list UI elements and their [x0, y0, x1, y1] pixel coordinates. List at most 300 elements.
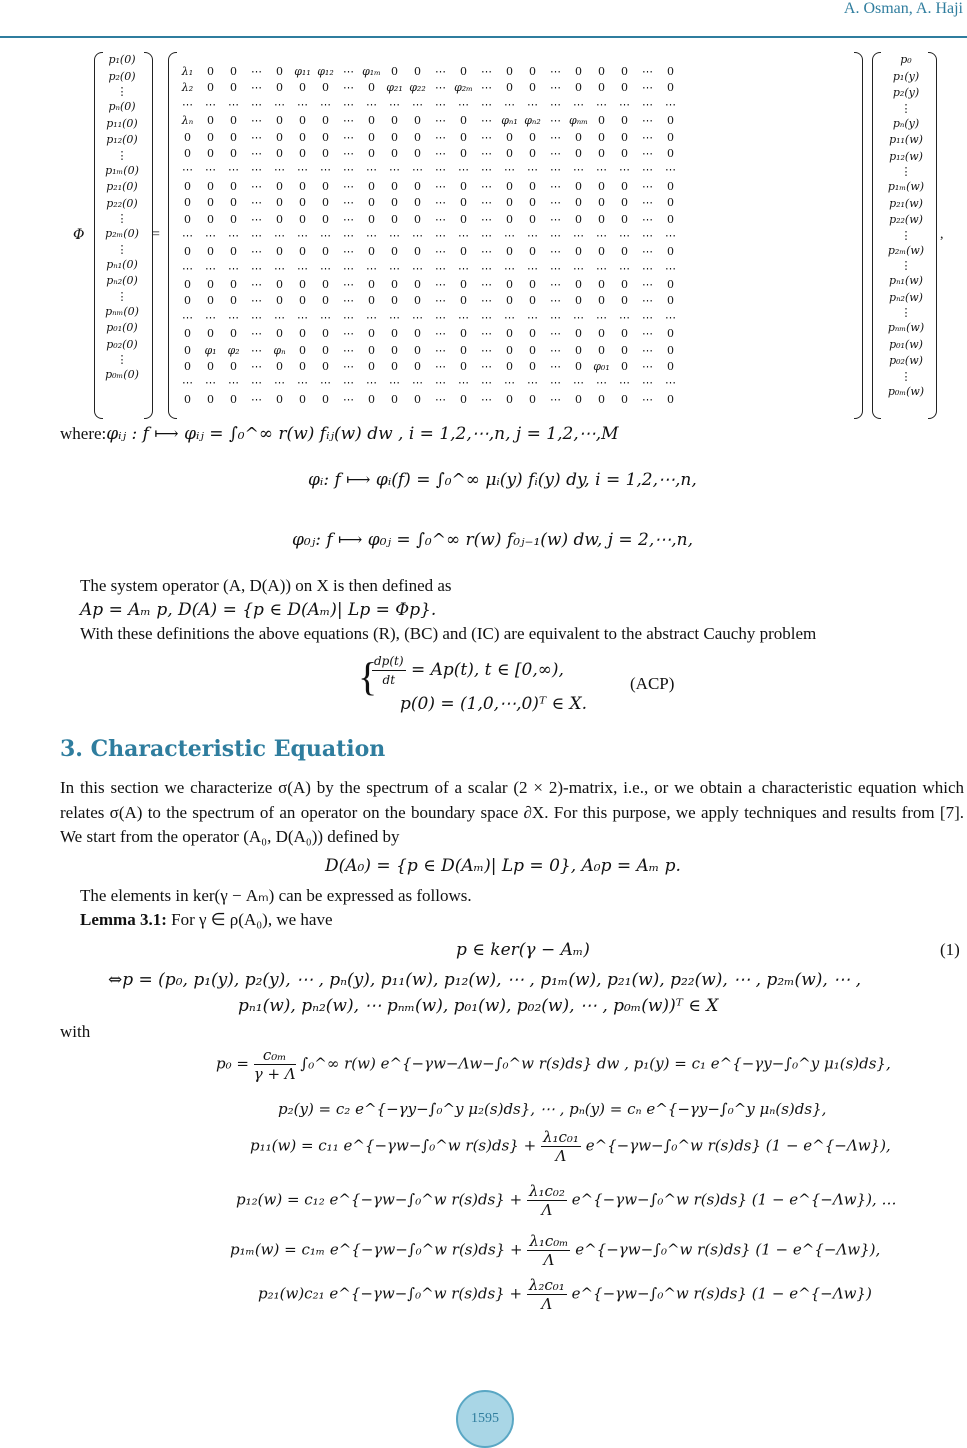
p0-den: γ + Λ [253, 1065, 296, 1083]
matrix-cell: 0 [322, 278, 329, 292]
matrix-cell: ⋯ [527, 228, 538, 242]
system-operator-line: The system operator (A, D(A)) on X is then defined as [80, 576, 452, 595]
left-vector-entry: ⋮ [116, 242, 128, 256]
right-vector-entry: p₀₁(w) [889, 337, 923, 351]
matrix-cell: ⋯ [550, 245, 561, 259]
matrix-cell: 0 [598, 392, 605, 406]
matrix-row [176, 392, 866, 408]
matrix-cell: ⋯ [642, 327, 653, 341]
matrix-cell: 0 [598, 278, 605, 292]
matrix-cell: ⋯ [550, 196, 561, 210]
matrix-cell: 0 [575, 81, 582, 95]
matrix-cell: ⋯ [297, 261, 308, 275]
matrix-cell: ⋯ [435, 278, 446, 292]
right-vector-entry: pₙ₁(w) [889, 274, 923, 287]
matrix-cell: ⋯ [412, 261, 423, 275]
left-vector-entry: p₂₁(0) [106, 180, 138, 193]
matrix-cell: 0 [276, 392, 283, 406]
matrix-cell: ⋯ [642, 310, 653, 324]
matrix-cell: 0 [506, 130, 513, 144]
matrix-cell: ⋯ [596, 261, 607, 275]
matrix-cell: 0 [207, 114, 214, 128]
left-vector-entry: p₂(0) [108, 69, 136, 83]
matrix-cell: 0 [391, 360, 398, 374]
matrix-cell: ⋯ [665, 310, 676, 324]
matrix-cell: ⋯ [596, 310, 607, 324]
matrix-cell: ⋯ [343, 65, 354, 78]
matrix-cell: 0 [667, 294, 674, 308]
page-number: 1595 [456, 1390, 514, 1448]
matrix-cell: 0 [460, 360, 467, 374]
matrix-cell: 0 [184, 146, 191, 160]
matrix-cell: 0 [207, 179, 214, 193]
matrix-cell: ⋯ [251, 228, 262, 242]
matrix-cell: 0 [230, 114, 237, 128]
matrix-cell: 0 [621, 114, 628, 128]
matrix-cell: ⋯ [481, 130, 492, 144]
matrix-cell: ⋯ [619, 97, 630, 111]
p12-lhs: p₁₂(w) = c₁₂ e^{−γw−∫₀^w r(s)ds} + [236, 1190, 523, 1209]
matrix-cell: ⋯ [619, 310, 630, 324]
left-vector-entry: ⋮ [116, 212, 128, 225]
p12-equation [236, 1182, 896, 1219]
matrix-cell: φ₁₁ [294, 65, 311, 78]
iff-line-2: pₙ₁(w), pₙ₂(w), ⋯ pₙₘ(w), p₀₁(w), p₀₂(w), ⋯ , p₀ₘ(w))ᵀ ∈ X [238, 996, 719, 1016]
matrix-cell: 0 [184, 343, 191, 357]
matrix-cell: ⋯ [435, 196, 446, 210]
matrix-cell: ⋯ [481, 327, 492, 341]
matrix-cell: 0 [414, 212, 421, 226]
matrix-cell: 0 [667, 392, 674, 406]
right-vector-entry: p₂(y) [892, 86, 920, 99]
matrix-cell: 0 [230, 278, 237, 292]
matrix-cell: 0 [276, 327, 283, 341]
matrix-cell: 0 [230, 146, 237, 160]
matrix-cell: 0 [575, 130, 582, 144]
matrix-row [176, 326, 866, 342]
matrix-cell: 0 [230, 360, 237, 374]
matrix-cell: 0 [230, 130, 237, 144]
matrix-cell: ⋯ [642, 392, 653, 406]
matrix-cell: 0 [230, 212, 237, 226]
matrix-cell: 0 [529, 212, 536, 226]
matrix-cell: ⋯ [343, 228, 354, 242]
matrix-cell: 0 [184, 294, 191, 308]
matrix-cell: 0 [460, 179, 467, 193]
matrix-cell: 0 [598, 65, 605, 78]
matrix-cell: 0 [575, 146, 582, 160]
matrix-cell: ⋯ [642, 278, 653, 292]
matrix-cell: ⋯ [481, 228, 492, 242]
matrix-cell: ⋯ [274, 261, 285, 275]
matrix-cell: ⋯ [550, 65, 561, 78]
matrix-cell: 0 [506, 278, 513, 292]
matrix-cell: ⋯ [435, 163, 446, 177]
matrix-cell: 0 [299, 146, 306, 160]
matrix-cell: ⋯ [596, 228, 607, 242]
matrix-cell: 0 [529, 392, 536, 406]
p0-num: c₀ₘ [254, 1046, 296, 1065]
matrix-cell: ⋯ [573, 376, 584, 390]
equation-1-tag: (1) [940, 940, 960, 959]
matrix-cell: ⋯ [481, 261, 492, 275]
matrix-cell: 0 [299, 343, 306, 357]
matrix-cell: ⋯ [527, 310, 538, 324]
matrix-row [176, 97, 866, 113]
matrix-cell: 0 [322, 294, 329, 308]
matrix-cell: ⋯ [320, 97, 331, 111]
matrix-cell: ⋯ [251, 163, 262, 177]
matrix-cell: 0 [667, 212, 674, 226]
matrix-cell: 0 [391, 278, 398, 292]
matrix-cell: 0 [207, 245, 214, 259]
matrix-cell: ⋯ [435, 81, 446, 95]
matrix-row [176, 293, 866, 309]
matrix-cell: 0 [506, 81, 513, 95]
matrix-cell: 0 [506, 360, 513, 374]
matrix-cell: 0 [414, 146, 421, 160]
matrix-row [176, 261, 866, 277]
matrix-cell: ⋯ [320, 310, 331, 324]
matrix-cell: φ₂₁ [386, 81, 403, 95]
matrix-row [176, 343, 866, 359]
matrix-cell: ⋯ [205, 261, 216, 275]
matrix-cell: 0 [506, 65, 513, 78]
matrix-cell: ⋯ [665, 228, 676, 242]
matrix-cell: ⋯ [205, 97, 216, 111]
matrix-cell: 0 [598, 81, 605, 95]
matrix-cell: ⋯ [504, 228, 515, 242]
matrix-cell: 0 [276, 245, 283, 259]
matrix-cell: ⋯ [366, 163, 377, 177]
matrix-cell: 0 [529, 179, 536, 193]
p0-rhs: ∫₀^∞ r(w) e^{−γw−Λw−∫₀^w r(s)ds} dw , p₁(y) = c₁ e^{−γy−∫₀^y μ₁(s)ds}, [300, 1054, 891, 1073]
matrix-cell: ⋯ [251, 212, 262, 226]
matrix-cell: ⋯ [412, 376, 423, 390]
matrix-cell: 0 [667, 81, 674, 95]
matrix-cell: 0 [276, 114, 283, 128]
matrix-row [176, 146, 866, 162]
right-vector-entry: p₂ₘ(w) [887, 243, 925, 257]
matrix-cell: 0 [184, 179, 191, 193]
matrix-cell: ⋯ [573, 97, 584, 111]
matrix-cell: ⋯ [366, 310, 377, 324]
matrix-cell: ⋯ [642, 360, 653, 374]
matrix-cell: φₙₘ [569, 114, 588, 128]
matrix-cell: ⋯ [228, 376, 239, 390]
matrix-cell: ⋯ [251, 130, 262, 144]
left-vector-entry: ⋮ [116, 148, 128, 162]
matrix-cell: ⋯ [619, 376, 630, 390]
matrix-cell: 0 [391, 343, 398, 357]
matrix-cell: 0 [621, 360, 628, 374]
matrix-cell: ⋯ [481, 278, 492, 292]
matrix-cell: ⋯ [550, 130, 561, 144]
matrix-cell: 0 [414, 343, 421, 357]
matrix-cell: ⋯ [527, 163, 538, 177]
matrix-cell: 0 [667, 360, 674, 374]
matrix-cell: ⋯ [343, 360, 354, 374]
matrix-cell: 0 [460, 392, 467, 406]
matrix-cell: ⋯ [642, 376, 653, 390]
matrix-cell: ⋯ [458, 228, 469, 242]
matrix-cell: 0 [207, 392, 214, 406]
matrix-cell: ⋯ [504, 97, 515, 111]
p21-den: Λ [541, 1295, 553, 1313]
p21-lhs: p₂₁(w)c₂₁ e^{−γw−∫₀^w r(s)ds} + [258, 1284, 523, 1303]
right-paren-r [928, 52, 937, 419]
matrix-cell: ⋯ [412, 97, 423, 111]
matrix-cell: 0 [299, 130, 306, 144]
matrix-cell: 0 [506, 212, 513, 226]
matrix-cell: ⋯ [596, 376, 607, 390]
matrix-cell: 0 [207, 360, 214, 374]
matrix-cell: ⋯ [251, 97, 262, 111]
matrix-cell: ⋯ [642, 114, 653, 128]
phi-i-def: φᵢ: f ⟼ φᵢ(f) = ∫₀^∞ μᵢ(y) fᵢ(y) dy, i = 1,2,⋯,n, [308, 470, 697, 490]
matrix-cell: ⋯ [504, 310, 515, 324]
p21-num: λ₂c₀₁ [528, 1276, 565, 1294]
matrix-cell: ⋯ [228, 261, 239, 275]
matrix-cell: ⋯ [435, 146, 446, 160]
matrix-cell: ⋯ [504, 261, 515, 275]
matrix-cell: 0 [598, 130, 605, 144]
matrix-cell: ⋯ [297, 228, 308, 242]
matrix-cell: ⋯ [251, 196, 262, 210]
matrix-cell: ⋯ [389, 163, 400, 177]
matrix-cell: ⋯ [481, 97, 492, 111]
phi-label: Φ [73, 227, 85, 243]
matrix-cell: φ₁₂ [317, 65, 334, 78]
matrix-cell: ⋯ [642, 163, 653, 177]
matrix-cell: 0 [391, 294, 398, 308]
matrix-cell: 0 [460, 278, 467, 292]
matrix-cell: ⋯ [389, 228, 400, 242]
matrix-cell: ⋯ [297, 310, 308, 324]
matrix-cell: 0 [184, 278, 191, 292]
matrix-cell: ⋯ [642, 65, 653, 78]
matrix-cell: ⋯ [343, 310, 354, 324]
p1m-lhs: p₁ₘ(w) = c₁ₘ e^{−γw−∫₀^w r(s)ds} + [230, 1240, 523, 1259]
matrix-cell: 0 [207, 294, 214, 308]
matrix-cell: 0 [391, 65, 398, 78]
matrix-cell: 0 [184, 196, 191, 210]
matrix-cell: ⋯ [343, 392, 354, 406]
matrix-cell: 0 [207, 212, 214, 226]
p1m-rhs: e^{−γw−∫₀^w r(s)ds} (1 − e^{−Λw}), [575, 1240, 881, 1259]
matrix-cell: 0 [322, 212, 329, 226]
p1m-num: λ₁c₀ₘ [529, 1232, 569, 1250]
where-line [60, 424, 619, 444]
matrix-cell: 0 [299, 245, 306, 259]
matrix-cell: ⋯ [389, 376, 400, 390]
matrix-cell: 0 [207, 146, 214, 160]
matrix-cell: ⋯ [550, 360, 561, 374]
left-vector-entry: pₙ₂(0) [106, 274, 138, 287]
matrix-cell: 0 [299, 392, 306, 406]
right-vector-entry: p₁(y) [892, 69, 920, 83]
matrix-cell: 0 [575, 179, 582, 193]
matrix-cell: ⋯ [550, 294, 561, 308]
matrix-cell: ⋯ [550, 179, 561, 193]
matrix-cell: 0 [667, 114, 674, 128]
matrix-cell: ⋯ [182, 97, 193, 111]
intro-paragraph: In this section we characterize σ(A) by the spectrum of a scalar (2 × 2)-matrix, i.e., or we obtain a characteristic equation which relates σ(A) to the spectrum of an operator on the boundary space ∂X. For this purpose, we apply techniques and results from [7]. We start from the operator (A₀, D(A₀)) defined by [60, 778, 964, 846]
matrix-cell: ⋯ [205, 310, 216, 324]
matrix-cell: 0 [575, 65, 582, 78]
matrix-cell: ⋯ [435, 114, 446, 128]
matrix-cell: ⋯ [550, 228, 561, 242]
matrix-cell: 0 [322, 114, 329, 128]
matrix-cell: 0 [276, 360, 283, 374]
matrix-cell: 0 [621, 179, 628, 193]
equation-1: p ∈ ker(γ − Aₘ) [456, 940, 590, 960]
matrix-cell: 0 [184, 327, 191, 341]
matrix-cell: φ₁ [204, 343, 217, 357]
matrix-cell: 0 [460, 294, 467, 308]
left-vector-entry: p₁(0) [108, 53, 136, 66]
matrix-cell: ⋯ [251, 343, 262, 357]
matrix-cell: ⋯ [435, 212, 446, 226]
matrix-cell: 0 [598, 114, 605, 128]
p1m-equation [230, 1232, 880, 1269]
matrix-cell: ⋯ [642, 212, 653, 226]
right-vector-entry: p₂₂(w) [889, 213, 923, 226]
matrix-cell: 0 [414, 392, 421, 406]
matrix-cell: ⋯ [251, 278, 262, 292]
matrix-cell: 0 [276, 278, 283, 292]
right-vector-entry: pₙₘ(w) [887, 321, 925, 334]
matrix-cell: 0 [391, 179, 398, 193]
matrix-cell: ⋯ [435, 261, 446, 275]
matrix-cell: 0 [207, 81, 214, 95]
matrix-cell: 0 [575, 343, 582, 357]
matrix-cell: ⋯ [251, 360, 262, 374]
matrix-cell: 0 [322, 392, 329, 406]
acp-tag: (ACP) [630, 674, 675, 693]
matrix-cell: ⋯ [412, 228, 423, 242]
matrix-cell: 0 [322, 81, 329, 95]
matrix-cell: ⋯ [251, 392, 262, 406]
matrix-row [176, 179, 866, 195]
matrix-cell: ⋯ [481, 212, 492, 226]
p11-equation [250, 1128, 891, 1165]
matrix-cell: 0 [598, 327, 605, 341]
matrix-cell: 0 [667, 327, 674, 341]
matrix-cell: 0 [621, 65, 628, 78]
matrix-cell: 0 [391, 146, 398, 160]
matrix-cell: 0 [276, 65, 283, 78]
matrix-cell: 0 [667, 179, 674, 193]
left-vector-entry: ⋮ [116, 353, 128, 366]
matrix-cell: ⋯ [435, 228, 446, 242]
matrix-cell: 0 [506, 245, 513, 259]
matrix-cell: 0 [368, 327, 375, 341]
matrix-cell: 0 [506, 179, 513, 193]
matrix-cell: 0 [391, 130, 398, 144]
p11-num: λ₁c₀₁ [542, 1128, 579, 1146]
right-vector-entry: p₀₂(w) [889, 354, 923, 367]
matrix-cell: ⋯ [504, 163, 515, 177]
matrix-cell: 0 [368, 278, 375, 292]
matrix-cell: ⋯ [481, 179, 492, 193]
matrix-cell: ⋯ [320, 376, 331, 390]
matrix-cell: 0 [207, 65, 214, 78]
acp-fraction-num: dp(t) [372, 652, 406, 671]
matrix-cell: 0 [460, 245, 467, 259]
matrix-cell: λₙ [181, 114, 194, 128]
matrix-cell: 0 [322, 343, 329, 357]
matrix-cell: 0 [322, 360, 329, 374]
matrix-cell: 0 [598, 245, 605, 259]
left-vector-entry: pₙ₁(0) [106, 257, 138, 271]
matrix-cell: 0 [368, 146, 375, 160]
matrix-cell: 0 [368, 360, 375, 374]
matrix-row [176, 359, 866, 375]
matrix-cell: 0 [460, 65, 467, 78]
matrix-cell: 0 [529, 278, 536, 292]
matrix-cell: ⋯ [596, 97, 607, 111]
matrix-cell: 0 [575, 278, 582, 292]
p12-den: Λ [541, 1201, 553, 1219]
matrix-cell: 0 [368, 212, 375, 226]
matrix-cell: ⋯ [481, 392, 492, 406]
right-vector-entry: pₙ(y) [892, 116, 920, 130]
matrix-cell: ⋯ [481, 114, 492, 128]
matrix-cell: ⋯ [343, 294, 354, 308]
matrix-cell: 0 [460, 146, 467, 160]
matrix-cell: 0 [322, 179, 329, 193]
matrix-cell: ⋯ [435, 310, 446, 324]
matrix-cell: ⋯ [182, 261, 193, 275]
matrix-cell: ⋯ [435, 343, 446, 357]
matrix-cell: 0 [322, 146, 329, 160]
matrix-cell: 0 [184, 392, 191, 406]
matrix-cell: ⋯ [642, 343, 653, 357]
matrix-cell: ⋯ [642, 228, 653, 242]
matrix-cell: φ₀₁ [593, 360, 610, 374]
matrix-cell: ⋯ [343, 278, 354, 292]
matrix-cell: ⋯ [642, 179, 653, 193]
matrix-cell: ⋯ [205, 228, 216, 242]
matrix-cell: ⋯ [527, 261, 538, 275]
matrix-cell: ⋯ [182, 228, 193, 242]
matrix-cell: 0 [506, 327, 513, 341]
matrix-cell: 0 [506, 196, 513, 210]
matrix-cell: 0 [368, 294, 375, 308]
matrix-cell: ⋯ [665, 261, 676, 275]
matrix-cell: ⋯ [435, 245, 446, 259]
matrix-cell: φ₁ₘ [362, 65, 381, 78]
matrix-cell: ⋯ [251, 114, 262, 128]
matrix-cell: ⋯ [320, 163, 331, 177]
matrix-cell: 0 [529, 146, 536, 160]
matrix-cell: ⋯ [251, 261, 262, 275]
matrix-cell: 0 [460, 196, 467, 210]
coefficient-matrix [176, 64, 866, 409]
matrix-cell: ⋯ [343, 163, 354, 177]
left-vector-entry: ⋮ [116, 85, 128, 98]
matrix-cell: ⋯ [642, 130, 653, 144]
matrix-cell: 0 [414, 130, 421, 144]
matrix-cell: ⋯ [550, 327, 561, 341]
matrix-cell: ⋯ [251, 245, 262, 259]
acp-line-1 [372, 652, 564, 689]
matrix-cell: 0 [391, 114, 398, 128]
matrix-cell: 0 [391, 392, 398, 406]
left-vector-entry: p₀₂(0) [106, 337, 138, 351]
p21-equation [258, 1276, 872, 1313]
